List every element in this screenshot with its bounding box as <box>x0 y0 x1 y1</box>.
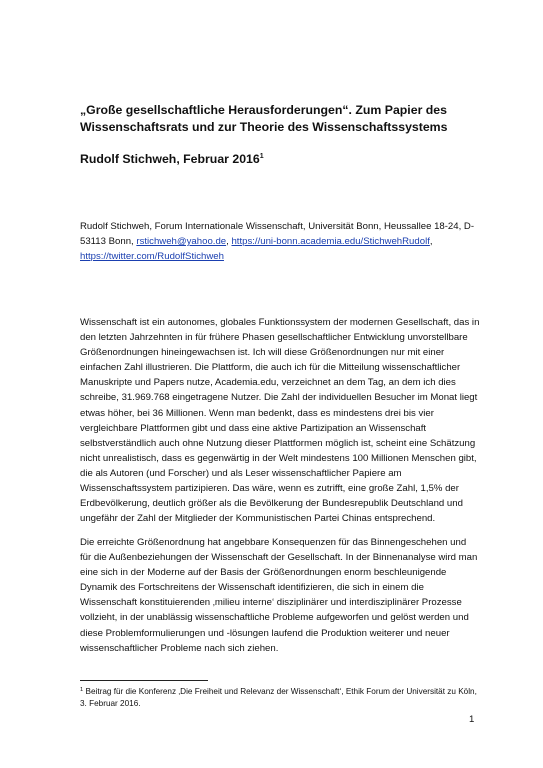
twitter-link[interactable]: https://twitter.com/RudolfStichweh <box>80 251 224 263</box>
footnote-mark: 1 <box>80 687 84 693</box>
body-paragraph-2: Die erreichte Größenordnung hat angebbare Konsequenzen für das Binnengeschehen und für die Außenbeziehungen der Wissenschaft der Gesellschaft. In der Binnenanalyse wird man eine sich in der Moderne auf der Basis der Größenordnungen enorm beschleunigende Dynamik des Fortschreitens der Wissenschaft identifizieren, die sich in einem die Wissenschaft konstituierenden ‚milieu interne‘ disziplinärer und interdisziplinärer Prozesse vollzieht, in der unablässig wissenschaftliche Probleme aufgeworfen und gelöst werden und diese Problemformulierungen und -lösungen laufend die Produktion weiterer und neuer wissenschaftlicher Probleme nach sich ziehen. <box>80 537 478 654</box>
body-paragraph-1: Wissenschaft ist ein autonomes, globales Funktionssystem der modernen Gesellschaft, das in den letzten Jahrzehnten in für frühere Phasen gesellschaftlicher Entwicklung unvorstellbare Größenordnungen hineingewachsen ist. Ich will diese Größenordnungen nur mit einer einfachen Zahl illustrieren. Die Plattform, die auch ich für die Mitteilung wissenschaftlicher Manuskripte und Papers nutze, Academia.edu, verzeichnet an dem Tag, an dem ich dies schreibe, 31.969.768 eingetragene Nutzer. Die Zahl der individuellen Besucher im Monat liegt etwas höher, bei 36 Millionen. Wenn man bedenkt, dass es mindestens drei bis vier vergleichbare Plattformen gibt und dass eine aktive Partizipation an Wissenschaft selbstverständlich auch ohne Nutzung dieser Plattformen möglich ist, scheint eine Schätzung nicht unrealistisch, dass es gegenwärtig in der Welt mindestens 100 Millionen Menschen gibt, die als Autoren (und Forscher) und als Leser wissenschaftlicher Papiere am Wissenschaftssystem partizipieren. Das wäre, wenn es zutrifft, eine große Zahl, 1,5% der Erdbevölkerung, deutlich größer als die Bevölkerung der Bundesrepublik Deutschland und ungefähr der Zahl der Mitglieder der Kommunistischen Partei Chinas entsprechend. <box>80 317 480 525</box>
document-title: „Große gesellschaftliche Herausforderungen“. Zum Papier des Wissenschaftsrats und zur Theorie des Wissenschaftssystems <box>80 103 448 134</box>
academia-link[interactable]: https://uni-bonn.academia.edu/StichwehRudolf <box>231 236 430 248</box>
affiliation-separator-2: , <box>429 236 433 248</box>
footnote <box>80 686 480 710</box>
author-affiliation <box>80 219 478 264</box>
footnote-reference[interactable]: 1 <box>259 153 264 160</box>
affiliation-separator: , <box>226 236 232 248</box>
author-name-date: Rudolf Stichweh, Februar 2016 <box>80 152 260 166</box>
footnote-text: Beitrag für die Konferenz ‚Die Freiheit und Relevanz der Wissenschaft‘, Ethik Forum der Universität zu Köln, 3. Februar 2016. <box>80 687 477 709</box>
footnote-separator <box>80 680 208 681</box>
affiliation-text: Rudolf Stichweh, Forum Internationale Wissenschaft, Universität Bonn, Heussallee 18-24, D-53113 Bonn, <box>80 221 475 248</box>
page-number: 1 <box>469 714 475 725</box>
email-link[interactable]: rstichweh@yahoo.de <box>136 236 227 248</box>
author-line <box>80 151 264 168</box>
